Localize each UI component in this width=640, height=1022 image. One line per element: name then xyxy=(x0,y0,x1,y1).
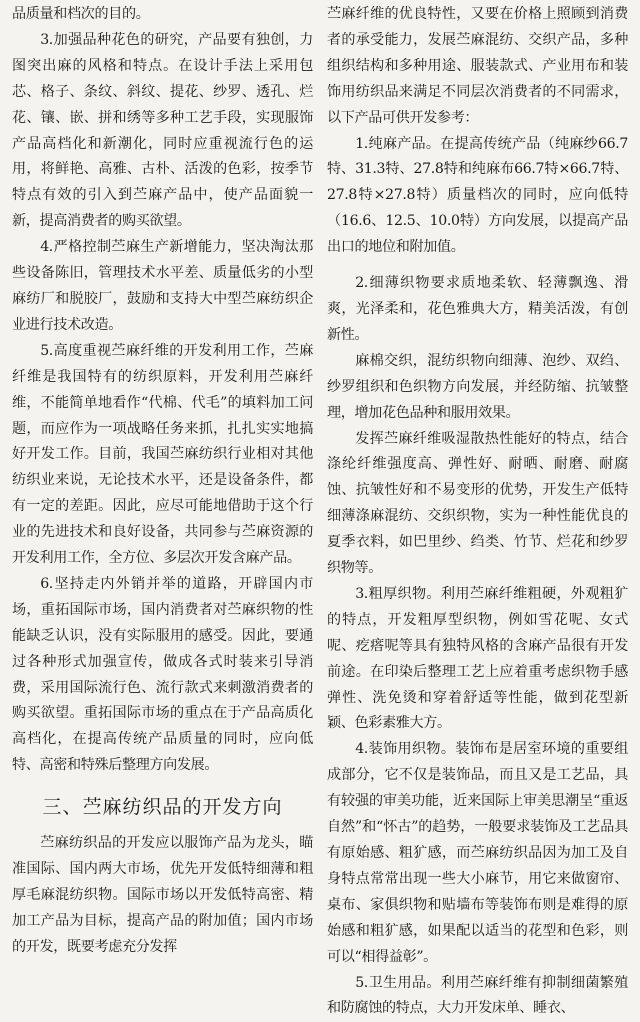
spacer xyxy=(327,261,628,271)
paragraph: 品质量和档次的目的。 xyxy=(12,6,150,22)
right-column xyxy=(327,2,628,1017)
section-heading: 三、苎麻纺织品的开发方向 xyxy=(42,796,283,819)
left-column xyxy=(12,2,313,1000)
paragraph-item-5: 5.高度重视苎麻纤维的开发利用工作，苎麻纤维是我国特有的纺织原料，开发利用苎麻纤维，不能简单地看作“代棉、代毛”的填料加工问题，而应作为一项战略任务来抓，扎扎实实地搞好开发工作。目前，我国苎麻纺织行业相对其他纺织业来说，无论技术水平，还是设备条件，都有一定的差距。因此，应尽可能地借助于这个行业的先进技术和良好设备，共同参与苎麻资源的开发利用工作，全方位、多层次开发含麻产品。 xyxy=(12,342,313,567)
paragraph-item-4: 4.装饰用织物。装饰布是居室环境的重要组成部分，它不仅是装饰品，而且又是工艺品，具有较强的审美功能，近来国际上审美思潮呈“重返自然”和“怀古”的趋势，一般要求装饰及工艺品具有原始感、粗犷感，而苎麻纺织品因为加工及自身特点常常出现一些大小麻节，用它来做窗帘、桌布、家俱织物和贴墙布等装饰布则是难得的原始感和粗犷感，如果配以适当的花型和色彩，则可以“相得益彰”。 xyxy=(327,741,628,965)
paragraph-item-1: 1.纯麻产品。在提高传统产品（纯麻纱66.7特、31.3特、27.8特和纯麻布66.7特×66.7特、27.8特×27.8特）质量档次的同时，应向低特（16.6、12.5、10.0特）方向发展，以提高产品出口的地位和附加值。 xyxy=(327,135,628,256)
paragraph-item-5: 5.卫生用品。利用苎麻纤维有抑制细菌繁殖和防腐蚀的特点，大力开发床单、睡衣、 xyxy=(327,974,628,1017)
paragraph-item-4: 4.严格控制苎麻生产新增能力，坚决淘汰那些设备陈旧，管理技术水平差、质量低劣的小型麻纺厂和脱胶厂，鼓励和支持大中型苎麻纺织企业进行技术改造。 xyxy=(12,239,313,333)
paragraph-item-3: 3.粗厚织物。利用苎麻纤维粗硬，外观粗犷的特点，开发粗厚型织物，例如雪花呢、女式呢、疙瘩呢等具有独特风格的含麻产品很有开发前途。在印染后整理工艺上应着重考虑织物手感弹性、洗免烫和穿着舒适等性能，做到花型新颖、色彩素雅大方。 xyxy=(327,585,628,732)
paragraph: 发挥苎麻纤维吸湿散热性能好的特点，结合涤纶纤维强度高、弹性好、耐晒、耐磨、耐腐蚀、抗皱性好和不易变形的优势，开发生产低特细薄涤麻混纺、交织织物，实为一种性能优良的夏季衣料，如巴里纱、绉类、竹节、烂花和纱罗织物等。 xyxy=(327,430,628,577)
paragraph-item-6: 6.坚持走内外销并举的道路，开辟国内市场，重拓国际市场，国内消费者对苎麻织物的性能缺乏认识，没有实际服用的感受。因此，要通过各种形式加强宣传，做成各式时装来引导消费，采用国际流行色、流行款式来刺激消费者的购买欲望。重拓国际市场的重点在于产品高质化高档化，在提高传统产品质量的同时，应向低特、高密和特殊后整理方向发展。 xyxy=(12,575,313,774)
paragraph: 麻棉交织，混纺织物向细薄、泡纱、双绉、纱罗组织和色织物方向发展，并经防缩、抗皱整理，增加花色品种和服用效果。 xyxy=(327,352,628,421)
paragraph-item-2: 2.细薄织物要求质地柔软、轻薄飘逸、滑爽，光泽柔和，花色雅典大方，精美活泼，有创新性。 xyxy=(327,275,628,343)
paragraph: 苎麻纺织品的开发应以服饰产品为龙头，瞄准国际、国内两大市场，优先开发低特细薄和粗厚毛麻混纺织物。国际市场以开发低特高密、精加工产品为目标，提高产品的附加值；国内市场的开发，既要考虑充分发挥 xyxy=(12,835,313,955)
paragraph: 苎麻纤维的优良特性，又要在价格上照顾到消费者的承受能力，发展苎麻混纺、交织产品，多种组织结构和多种用途、服装款式、产业用布和装饰用纺织品来满足不同层次消费者的不同需求，以下产品可供开发参考： xyxy=(327,6,628,126)
paragraph-item-3: 3.加强品种花色的研究，产品要有独创，力图突出麻的风格和特点。在设计手法上采用包芯、格子、条纹、斜纹、提花、纱罗、透孔、烂花、镶、嵌、拼和绣等多种工艺手段，实现服饰产品高档化和新潮化，同时应重视流行色的运用，将鲜艳、高雅、古朴、活泼的色彩，按季节特点有效的引入到苎麻产品中，使产品面貌一新，提高消费者的购买欲望。 xyxy=(12,31,313,230)
